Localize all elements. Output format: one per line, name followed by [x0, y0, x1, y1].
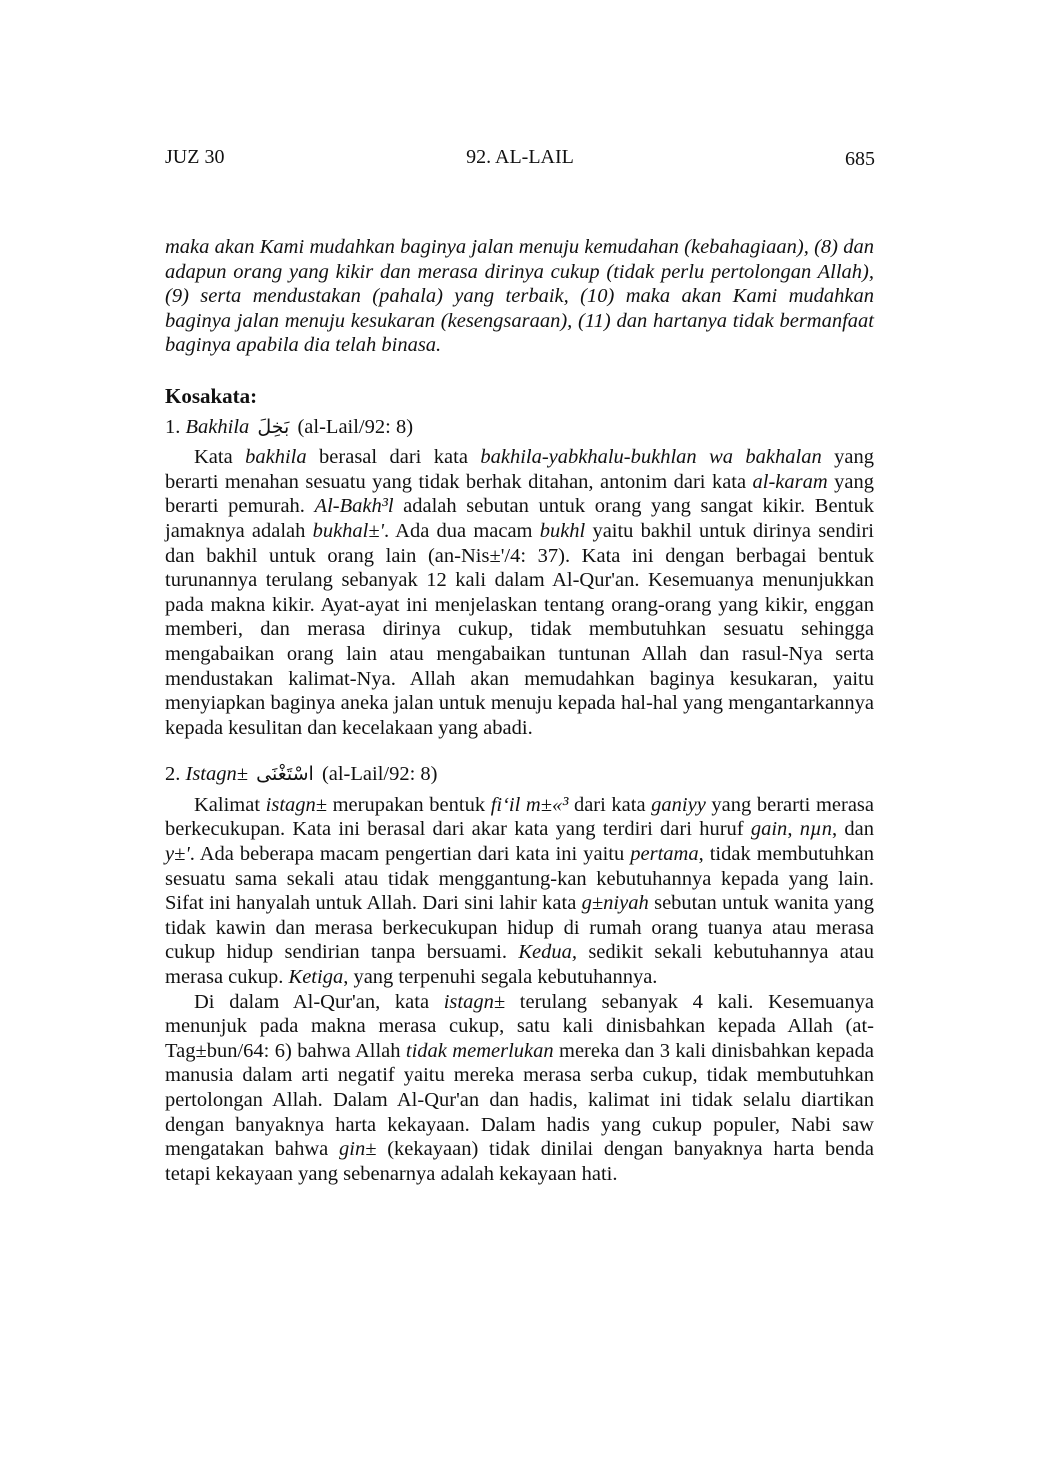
- vocab-paragraph: Kalimat istagn± merupakan bentuk fi‘il m±«³ dari kata ganiyy yang berarti merasa berkecukupan. Kata ini berasal dari akar kata yang terdiri dari huruf gain, nµn, dan y±'. Ada beberapa macam pengertian dari kata ini yaitu pertama, tidak membutuhkan sesuatu sama sekali atau tidak menggantung-kan kebutuhannya kepada yang lain. Sifat ini hanyalah untuk Allah. Dari sini lahir kata g±niyah sebutan untuk wanita yang tidak kawin dan merasa berkecukupan hidup di rumah orang tuanya atau merasa cukup hidup sendirian tanpa bersuami. Kedua, sedikit sekali kebutuhannya atau merasa cukup. Ketiga, yang terpenuhi segala kebutuhannya.: [165, 793, 875, 989]
- arabic-word: اسْتَغْنَى: [256, 763, 314, 786]
- vocab-number: 1.: [165, 415, 181, 438]
- vocab-title: [165, 762, 874, 787]
- page-header: [165, 146, 875, 176]
- arabic-word: بَخِلَ: [257, 415, 290, 438]
- vocab-reference: (al-Lail/92: 8): [321, 763, 438, 786]
- page-number: 685: [845, 148, 875, 170]
- vocab-reference: (al-Lail/92: 8): [297, 415, 414, 438]
- vocab-title: [165, 415, 874, 440]
- surah-title: 92. AL-LAIL: [466, 146, 574, 168]
- vocab-paragraph: Di dalam Al-Qur'an, kata istagn± terulang sebanyak 4 kali. Kesemuanya menunjuk pada makna merasa cukup, satu kali dinisbahkan kepada Allah (at-Tag±bun/64: 6) bahwa Allah tidak memerlukan mereka dan 3 kali dinisbahkan kepada manusia dalam arti negatif yaitu mereka merasa serba cukup, tidak membutuhkan pertolongan Allah. Dalam Al-Qur'an dan hadis, kalimat ini tidak selalu diartikan dengan banyaknya harta kekayaan. Dalam hadis yang cukup populer, Nabi saw mengatakan bahwa gin± (kekayaan) tidak dinilai dengan banyaknya harta benda tetapi kekayaan yang sebenarnya adalah kekayaan hati.: [165, 990, 874, 1185]
- vocab-number: 2.: [165, 763, 181, 786]
- kosakata-heading: Kosakata:: [165, 383, 258, 408]
- vocab-term: Bakhila: [185, 415, 250, 438]
- page-content: [165, 235, 874, 1186]
- vocab-entry-istagna: [165, 762, 874, 1186]
- vocab-entry-bakhila: [165, 415, 874, 741]
- verse-translation: maka akan Kami mudahkan baginya jalan menuju kemudahan (kebahagiaan), (8) dan adapun orang yang kikir dan merasa dirinya cukup (tidak perlu pertolongan Allah), (9) serta mendustakan (pahala) yang terbaik, (10) maka akan Kami mudahkan baginya jalan menuju kesukaran (kesengsaraan), (11) dan hartanya tidak bermanfaat baginya apabila dia telah binasa.: [165, 236, 874, 357]
- vocab-paragraph: Kata bakhila berasal dari kata bakhila-yabkhalu-bukhlan wa bakhalan yang berarti menahan sesuatu yang tidak berhak ditahan, antonim dari kata al-karam yang berarti pemurah. Al-Bakh³l adalah sebutan untuk orang yang sangat kikir. Bentuk jamaknya adalah bukhal±'. Ada dua macam bukhl yaitu bakhil untuk dirinya sendiri dan bakhil untuk orang lain (an-Nis±'/4: 37). Kata ini dengan berbagai bentuk turunannya terulang sebanyak 12 kali dalam Al-Qur'an. Kesemuanya menunjukkan pada makna kikir. Ayat-ayat ini menjelaskan tentang orang-orang yang kikir, enggan memberi, dan merasa dirinya cukup, tidak membutuhkan sesuatu sehingga mengabaikan orang lain atau mengabaikan tuntunan Allah dan rasul-Nya serta mendustakan kalimat-Nya. Allah akan memudahkan baginya kesukaran, yaitu menyiapkan baginya aneka jalan untuk menuju kepada hal-hal yang mengantarkannya kepada kesulitan dan kecelakaan yang abadi.: [165, 446, 874, 739]
- juz-label: JUZ 30: [165, 146, 225, 168]
- vocab-term: Istagn±: [185, 763, 249, 786]
